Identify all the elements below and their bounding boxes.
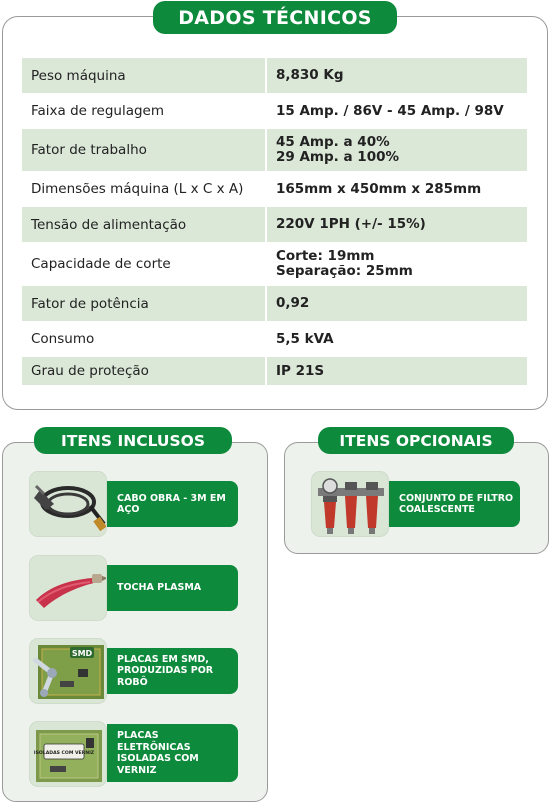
spec-row-range [22,93,527,129]
spec-value: 45 Amp. a 40% 29 Amp. a 100% [265,129,527,171]
spec-value: 15 Amp. / 86V - 45 Amp. / 98V [265,93,527,129]
spec-row-power-factor [22,286,527,321]
spec-label: Grau de proteção [22,357,265,385]
plasma-torch-icon [29,555,107,621]
included-item-label: PLACAS ELETRÔNICAS ISOLADAS COM VERNIZ [107,724,238,782]
varnished-board-icon [29,721,107,787]
spec-row-voltage [22,207,527,242]
optional-items-title: ITENS OPCIONAIS [318,427,514,454]
tech-specs-title: DADOS TÉCNICOS [153,1,397,34]
spec-value: 220V 1PH (+/- 15%) [265,207,527,242]
included-item-label: CABO OBRA - 3M EM AÇO [107,481,238,527]
spec-value: 165mm x 450mm x 285mm [265,171,527,207]
spec-row-protection [22,357,527,385]
svg-text:ISOLADAS COM VERNIZ: ISOLADAS COM VERNIZ [33,751,95,756]
coalescent-filter-icon [311,471,389,537]
svg-text:SMD: SMD [71,649,93,658]
spec-label: Tensão de alimentação [22,207,265,242]
spec-label: Peso máquina [22,58,265,93]
tech-specs-table [22,58,527,385]
optional-item-label: CONJUNTO DE FILTRO COALESCENTE [389,481,520,527]
spec-label: Consumo [31,331,95,347]
spec-value: 8,830 Kg [265,58,527,93]
spec-value: 0,92 [265,286,527,321]
spec-value: IP 21S [265,357,527,385]
spec-row-cut-capacity [22,242,527,286]
spec-row-duty-cycle [22,129,527,171]
ground-clamp-cable-icon [29,471,107,537]
spec-value: 5,5 kVA [265,321,527,357]
spec-row-weight [22,58,527,93]
included-items-title: ITENS INCLUSOS [34,427,232,454]
smd-board-robot-icon [29,638,107,704]
spec-label: Capacidade de corte [31,256,171,272]
spec-label: Faixa de regulagem [31,103,165,119]
spec-value: Corte: 19mm Separação: 25mm [265,242,527,286]
spec-row-dimensions [22,171,527,207]
included-item-label: PLACAS EM SMD, PRODUZIDAS POR ROBÔ [107,648,238,694]
spec-label: Fator de trabalho [22,129,265,171]
spec-label: Fator de potência [22,286,265,321]
included-item-label: TOCHA PLASMA [107,565,238,611]
spec-row-consumption [22,321,527,357]
spec-label: Dimensões máquina (L x C x A) [31,181,244,197]
